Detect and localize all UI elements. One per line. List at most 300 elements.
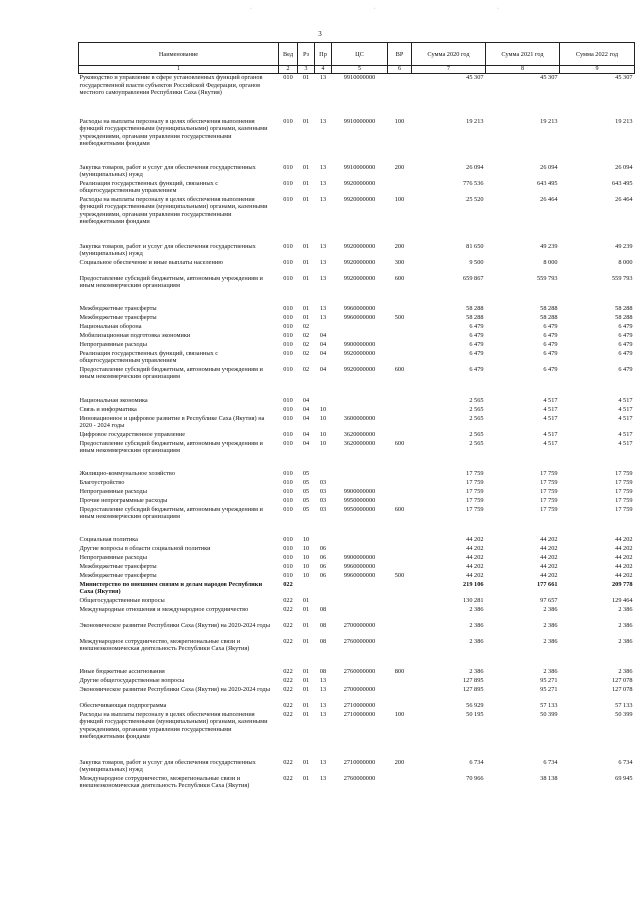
row-vr-cell (388, 397, 412, 406)
table-row (79, 606, 635, 622)
header-vr: ВР (388, 43, 412, 66)
row-sum-2022-cell: 209 778 (612, 580, 633, 588)
row-sum-2020-cell: 659 867 (463, 274, 484, 282)
row-sum-2021-cell: 26 464 (540, 195, 558, 203)
row-ved-cell: 022 (283, 701, 293, 709)
row-cs-cell: 9920000000 (343, 195, 376, 203)
row-vr-cell (388, 497, 412, 506)
row-name-cell: Реализация государственных функций, связанных с общегосударственным управлением (79, 349, 219, 365)
column-number: 1 (79, 66, 279, 74)
row-name-cell: Расходы на выплаты персоналу в целях обеспечения выполнения функций государственными (муниципальными) органами, казенными учреждениями, органами управления государственными внебюджетными фондами (79, 117, 268, 148)
row-cs-cell (332, 545, 388, 554)
row-sum-2021-cell: 19 213 (540, 117, 558, 125)
row-cs-cell: 9900000000 (343, 340, 376, 348)
row-rz-cell: 02 (302, 365, 310, 373)
row-pr-cell: 06 (319, 571, 327, 579)
table-row (79, 536, 635, 545)
row-vr-cell (388, 775, 412, 805)
row-ved-cell: 010 (283, 74, 293, 81)
row-rz-cell: 01 (302, 163, 310, 171)
row-sum-2020-cell: 44 202 (466, 553, 484, 561)
row-cs-cell: 2700000000 (343, 685, 376, 693)
row-name-cell: Национальная оборона (79, 322, 142, 330)
header-sum-2020: Сумма 2020 год (412, 43, 486, 66)
table-row (79, 180, 635, 196)
row-sum-2022-cell: 44 202 (615, 571, 633, 579)
row-rz-cell: 01 (302, 685, 310, 693)
table-row (79, 397, 635, 406)
row-sum-2021-cell: 26 094 (540, 163, 558, 171)
row-vr-cell (388, 415, 412, 431)
row-ved-cell: 010 (283, 349, 293, 357)
row-name-cell: Благоустройство (79, 478, 125, 486)
row-sum-2020-cell: 25 520 (466, 195, 484, 203)
table-row (79, 431, 635, 440)
row-cs-cell: 9910000000 (343, 163, 376, 171)
table-row (79, 563, 635, 572)
table-row (79, 497, 635, 506)
row-name-cell: Экономическое развитие Республики Саха (Якутия) на 2020-2024 годы (79, 685, 270, 693)
row-sum-2020-cell: 127 895 (463, 676, 484, 684)
row-pr-cell: 03 (319, 487, 327, 495)
row-ved-cell: 022 (283, 580, 293, 588)
row-vr-cell: 600 (394, 274, 405, 282)
row-cs-cell: 9900000000 (343, 487, 376, 495)
column-number: 7 (412, 66, 486, 74)
row-rz-cell: 01 (302, 758, 310, 766)
row-name-cell: Предоставление субсидий бюджетным, автономным учреждениям и иным некоммерческим организациям (79, 439, 263, 455)
row-name-cell: Реализация государственных функций, связанных с общегосударственным управлением (79, 179, 219, 195)
table-row (79, 545, 635, 554)
row-vr-cell: 500 (394, 571, 405, 579)
row-ved-cell: 010 (283, 242, 293, 250)
row-rz-cell: 01 (302, 117, 310, 125)
column-number: 9 (560, 66, 635, 74)
header-pr: Пр (315, 43, 332, 66)
row-sum-2022-cell: 17 759 (615, 478, 633, 486)
row-vr-cell (388, 341, 412, 350)
row-ved-cell: 010 (283, 487, 293, 495)
table-row (79, 440, 635, 470)
row-sum-2022-cell: 44 202 (615, 562, 633, 570)
row-rz-cell: 01 (302, 258, 310, 266)
row-sum-2020-cell: 2 565 (469, 430, 484, 438)
row-cs-cell: 2710000000 (343, 710, 376, 718)
column-number: 4 (315, 66, 332, 74)
row-rz-cell: 05 (302, 505, 310, 513)
row-sum-2022-cell: 58 288 (615, 304, 633, 312)
row-cs-cell: 9910000000 (343, 74, 376, 81)
row-rz-cell: 01 (302, 605, 310, 613)
row-sum-2020-cell: 6 479 (469, 349, 484, 357)
column-number: 6 (388, 66, 412, 74)
row-ved-cell: 022 (283, 685, 293, 693)
table-row (79, 259, 635, 275)
row-sum-2020-cell: 130 281 (463, 596, 484, 604)
row-ved-cell: 010 (283, 505, 293, 513)
row-pr-cell: 10 (319, 414, 327, 422)
row-ved-cell: 010 (283, 179, 293, 187)
row-sum-2022-cell: 6 479 (618, 322, 633, 330)
table-row (79, 702, 635, 711)
row-sum-2020-cell: 127 895 (463, 685, 484, 693)
row-sum-2021-cell: 4 517 (543, 414, 558, 422)
column-number: 8 (486, 66, 560, 74)
row-ved-cell: 010 (283, 469, 293, 477)
row-ved-cell: 010 (283, 571, 293, 579)
row-cs-cell: 2760000000 (343, 637, 376, 645)
row-vr-cell: 800 (394, 667, 405, 675)
row-sum-2020-cell: 44 202 (466, 535, 484, 543)
row-sum-2022-cell: 26 094 (615, 163, 633, 171)
row-rz-cell: 01 (302, 710, 310, 718)
row-sum-2022-cell: 44 202 (615, 544, 633, 552)
row-sum-2021-cell: 44 202 (540, 535, 558, 543)
row-sum-2020-cell: 45 307 (466, 74, 484, 81)
table-row (79, 479, 635, 488)
row-sum-2021-cell: 4 517 (543, 430, 558, 438)
row-rz-cell: 04 (302, 430, 310, 438)
row-ved-cell: 010 (283, 562, 293, 570)
row-name-cell: Иные бюджетные ассигнования (79, 667, 165, 675)
row-vr-cell: 100 (394, 195, 405, 203)
row-ved-cell: 022 (283, 596, 293, 604)
row-pr-cell: 08 (319, 621, 327, 629)
row-pr-cell (315, 397, 332, 406)
row-ved-cell: 010 (283, 478, 293, 486)
row-vr-cell: 600 (394, 439, 405, 447)
row-pr-cell: 13 (319, 676, 327, 684)
row-pr-cell: 10 (319, 430, 327, 438)
row-ved-cell: 010 (283, 313, 293, 321)
row-sum-2022-cell: 17 759 (615, 487, 633, 495)
row-sum-2020-cell: 17 759 (466, 469, 484, 477)
row-sum-2020-cell: 2 386 (469, 667, 484, 675)
table-row (79, 314, 635, 323)
row-sum-2022-cell: 4 517 (618, 405, 633, 413)
row-vr-cell (388, 686, 412, 702)
row-sum-2022-cell: 57 133 (615, 701, 633, 709)
row-vr-cell (388, 677, 412, 686)
table-header-row (79, 43, 635, 66)
row-cs-cell: 2710000000 (343, 758, 376, 766)
row-sum-2022-cell: 2 386 (618, 637, 633, 645)
table-row (79, 118, 635, 164)
row-cs-cell: 2760000000 (343, 667, 376, 675)
row-ved-cell: 022 (283, 667, 293, 675)
row-vr-cell (388, 545, 412, 554)
table-row (79, 622, 635, 638)
row-cs-cell: 9900000000 (343, 553, 376, 561)
row-rz-cell: 05 (302, 469, 310, 477)
row-sum-2021-cell: 6 479 (543, 322, 558, 330)
row-sum-2022-cell: 6 734 (618, 758, 633, 766)
row-name-cell: Непрограммные расходы (79, 487, 147, 495)
row-sum-2020-cell: 26 094 (466, 163, 484, 171)
row-rz-cell: 01 (302, 274, 310, 282)
row-rz-cell: 04 (302, 396, 310, 404)
row-name-cell: Экономическое развитие Республики Саха (Якутия) на 2020-2024 годы (79, 621, 270, 629)
table-row (79, 597, 635, 606)
row-vr-cell (388, 431, 412, 440)
row-name-cell: Межбюджетные трансферты (79, 562, 157, 570)
row-sum-2022-cell: 643 495 (612, 179, 633, 187)
column-number: 2 (279, 66, 298, 74)
table-row (79, 775, 635, 805)
row-ved-cell: 010 (283, 195, 293, 203)
row-pr-cell: 06 (319, 562, 327, 570)
row-vr-cell: 100 (394, 710, 405, 718)
row-ved-cell: 010 (283, 340, 293, 348)
row-pr-cell: 13 (319, 74, 327, 81)
table-row (79, 506, 635, 536)
row-name-cell: Жилищно-коммунальное хозяйство (79, 469, 176, 477)
row-rz-cell: 01 (302, 74, 310, 81)
row-rz-cell: 10 (302, 553, 310, 561)
table-row (79, 572, 635, 581)
row-sum-2021-cell: 17 759 (540, 496, 558, 504)
row-cs-cell: 3620000000 (343, 439, 376, 447)
row-sum-2020-cell: 6 479 (469, 322, 484, 330)
row-rz-cell: 02 (302, 349, 310, 357)
row-vr-cell (388, 350, 412, 366)
table-row (79, 323, 635, 332)
row-cs-cell: 3620000000 (343, 430, 376, 438)
row-rz-cell: 01 (302, 179, 310, 187)
row-name-cell: Общегосударственные вопросы (79, 596, 165, 604)
row-sum-2021-cell: 559 793 (537, 274, 558, 282)
row-sum-2022-cell: 8 000 (618, 258, 633, 266)
row-ved-cell: 010 (283, 544, 293, 552)
row-rz-cell: 02 (302, 322, 310, 330)
row-pr-cell (315, 470, 332, 479)
row-sum-2020-cell: 44 202 (466, 544, 484, 552)
row-rz-cell: 01 (302, 637, 310, 645)
table-row (79, 275, 635, 305)
row-name-cell: Министерство по внешним связям и делам народов Республики Саха (Якутия) (79, 580, 263, 596)
row-rz-cell: 10 (302, 535, 310, 543)
row-ved-cell: 022 (283, 710, 293, 718)
table-row (79, 488, 635, 497)
row-cs-cell: 9920000000 (343, 365, 376, 373)
row-cs-cell: 9920000000 (343, 258, 376, 266)
header-cs: ЦС (332, 43, 388, 66)
table-row (79, 554, 635, 563)
row-sum-2020-cell: 17 759 (466, 505, 484, 513)
row-vr-cell (388, 597, 412, 606)
row-cs-cell: 9950000000 (343, 496, 376, 504)
table-row (79, 164, 635, 180)
row-sum-2021-cell: 4 517 (543, 396, 558, 404)
row-ved-cell: 010 (283, 414, 293, 422)
row-sum-2021-cell: 6 479 (543, 365, 558, 373)
column-number: 5 (332, 66, 388, 74)
row-cs-cell: 2710000000 (343, 701, 376, 709)
row-rz-cell: 01 (302, 304, 310, 312)
row-sum-2020-cell: 2 386 (469, 605, 484, 613)
row-sum-2020-cell: 776 536 (463, 179, 484, 187)
row-sum-2020-cell: 6 479 (469, 365, 484, 373)
row-sum-2020-cell: 19 213 (466, 117, 484, 125)
row-ved-cell: 010 (283, 439, 293, 447)
column-number: 3 (298, 66, 315, 74)
row-sum-2020-cell: 70 966 (466, 774, 484, 782)
row-name-cell: Расходы на выплаты персоналу в целях обеспечения выполнения функций государственными (муниципальными) органами, казенными учреждениями, органами управления государственными внебюджетными фондами (79, 195, 268, 226)
row-cs-cell (332, 332, 388, 341)
row-sum-2021-cell: 2 386 (543, 605, 558, 613)
row-name-cell: Международное сотрудничество, межрегиональные связи и внешнеэкономическая деятельность Республики Саха (Якутия) (79, 774, 250, 790)
header-rz: Рз (298, 43, 315, 66)
row-sum-2020-cell: 9 500 (469, 258, 484, 266)
row-cs-cell: 9920000000 (343, 274, 376, 282)
table-row (79, 759, 635, 775)
row-ved-cell: 010 (283, 496, 293, 504)
row-pr-cell: 08 (319, 637, 327, 645)
row-sum-2020-cell: 58 288 (466, 313, 484, 321)
row-pr-cell: 13 (319, 179, 327, 187)
row-ved-cell: 010 (283, 405, 293, 413)
row-sum-2022-cell: 6 479 (618, 331, 633, 339)
row-pr-cell: 13 (319, 242, 327, 250)
row-cs-cell: 9920000000 (343, 242, 376, 250)
row-vr-cell (388, 479, 412, 488)
table-row (79, 415, 635, 431)
row-sum-2020-cell: 81 650 (466, 242, 484, 250)
row-sum-2020-cell: 6 734 (469, 758, 484, 766)
row-sum-2021-cell: 49 239 (540, 242, 558, 250)
row-ved-cell: 022 (283, 637, 293, 645)
row-pr-cell (315, 536, 332, 545)
row-vr-cell (388, 323, 412, 332)
row-rz-cell: 05 (302, 496, 310, 504)
table-row (79, 341, 635, 350)
row-pr-cell: 08 (319, 667, 327, 675)
row-rz-cell: 01 (302, 313, 310, 321)
row-sum-2020-cell: 56 929 (466, 701, 484, 709)
table-row (79, 668, 635, 677)
table-row (79, 677, 635, 686)
table-row (79, 305, 635, 314)
row-vr-cell: 600 (394, 365, 405, 373)
table-row (79, 406, 635, 415)
row-sum-2021-cell: 2 386 (543, 621, 558, 629)
row-name-cell: Закупка товаров, работ и услуг для обеспечения государственных (муниципальных) нужд (79, 163, 256, 179)
row-ved-cell: 010 (283, 117, 293, 125)
row-sum-2022-cell: 49 239 (615, 242, 633, 250)
row-cs-cell: 9920000000 (343, 349, 376, 357)
row-sum-2022-cell: 17 759 (615, 496, 633, 504)
row-ved-cell: 010 (283, 430, 293, 438)
scan-dots: · · · (250, 6, 559, 12)
table-body (79, 74, 635, 805)
row-sum-2022-cell: 2 386 (618, 605, 633, 613)
row-name-cell: Межбюджетные трансферты (79, 313, 157, 321)
row-ved-cell: 022 (283, 758, 293, 766)
row-sum-2022-cell: 50 399 (615, 710, 633, 718)
header-sum-2021: Сумма 2021 год (486, 43, 560, 66)
table-row (79, 711, 635, 759)
column-number-row (79, 66, 635, 74)
row-sum-2021-cell: 38 138 (540, 774, 558, 782)
row-name-cell: Национальная экономика (79, 396, 148, 404)
row-vr-cell (388, 563, 412, 572)
row-pr-cell: 08 (319, 605, 327, 613)
row-rz-cell: 01 (302, 195, 310, 203)
row-cs-cell: 9910000000 (343, 117, 376, 125)
row-name-cell: Инновационное и цифровое развитие в Республике Саха (Якутия) на 2020 - 2024 годы (79, 414, 265, 430)
row-sum-2022-cell: 4 517 (618, 396, 633, 404)
row-sum-2020-cell: 17 759 (466, 496, 484, 504)
row-vr-cell (388, 622, 412, 638)
row-name-cell: Социальная политика (79, 535, 138, 543)
row-pr-cell: 03 (319, 478, 327, 486)
row-cs-cell: 2700000000 (343, 621, 376, 629)
row-sum-2021-cell: 95 271 (540, 685, 558, 693)
row-ved-cell: 010 (283, 331, 293, 339)
row-vr-cell: 200 (394, 758, 405, 766)
row-cs-cell (332, 470, 388, 479)
row-name-cell: Цифровое государственное управление (79, 430, 186, 438)
table-row (79, 243, 635, 259)
row-cs-cell: 9950000000 (343, 505, 376, 513)
row-name-cell: Закупка товаров, работ и услуг для обеспечения государственных (муниципальных) нужд (79, 758, 256, 774)
row-sum-2020-cell: 50 195 (466, 710, 484, 718)
row-sum-2021-cell: 58 288 (540, 313, 558, 321)
row-rz-cell: 05 (302, 487, 310, 495)
row-name-cell: Другие общегосударственные вопросы (79, 676, 185, 684)
row-sum-2022-cell: 19 213 (615, 117, 633, 125)
row-cs-cell (332, 597, 388, 606)
table-row (79, 350, 635, 366)
table-row (79, 686, 635, 702)
row-cs-cell: 9960000000 (343, 571, 376, 579)
row-sum-2020-cell: 17 759 (466, 478, 484, 486)
row-sum-2021-cell: 2 386 (543, 667, 558, 675)
row-pr-cell: 13 (319, 304, 327, 312)
row-vr-cell (388, 581, 412, 597)
row-name-cell: Другие вопросы в области социальной политики (79, 544, 211, 552)
row-sum-2022-cell: 58 288 (615, 313, 633, 321)
row-sum-2022-cell: 4 517 (618, 439, 633, 447)
row-name-cell: Связь и информатика (79, 405, 137, 413)
row-sum-2021-cell: 50 399 (540, 710, 558, 718)
row-cs-cell (332, 323, 388, 332)
row-rz-cell: 02 (302, 340, 310, 348)
row-sum-2022-cell: 4 517 (618, 430, 633, 438)
row-vr-cell (388, 180, 412, 196)
row-sum-2022-cell: 559 793 (612, 274, 633, 282)
row-sum-2022-cell: 127 078 (612, 676, 633, 684)
row-rz-cell: 10 (302, 571, 310, 579)
row-sum-2021-cell: 17 759 (540, 505, 558, 513)
header-sum-2022: Сумма 2022 год (560, 43, 635, 66)
row-rz-cell (298, 581, 315, 597)
row-name-cell: Международные отношения и международное сотрудничество (79, 605, 249, 613)
row-sum-2022-cell: 6 479 (618, 340, 633, 348)
row-pr-cell: 13 (319, 685, 327, 693)
row-sum-2020-cell: 219 106 (463, 580, 484, 588)
row-ved-cell: 010 (283, 163, 293, 171)
header-ved: Вед (279, 43, 298, 66)
row-rz-cell: 05 (302, 478, 310, 486)
row-pr-cell: 13 (319, 258, 327, 266)
row-pr-cell: 13 (319, 313, 327, 321)
row-ved-cell: 010 (283, 322, 293, 330)
row-rz-cell: 01 (302, 774, 310, 782)
row-vr-cell: 500 (394, 313, 405, 321)
row-sum-2022-cell: 4 517 (618, 414, 633, 422)
row-ved-cell: 010 (283, 258, 293, 266)
